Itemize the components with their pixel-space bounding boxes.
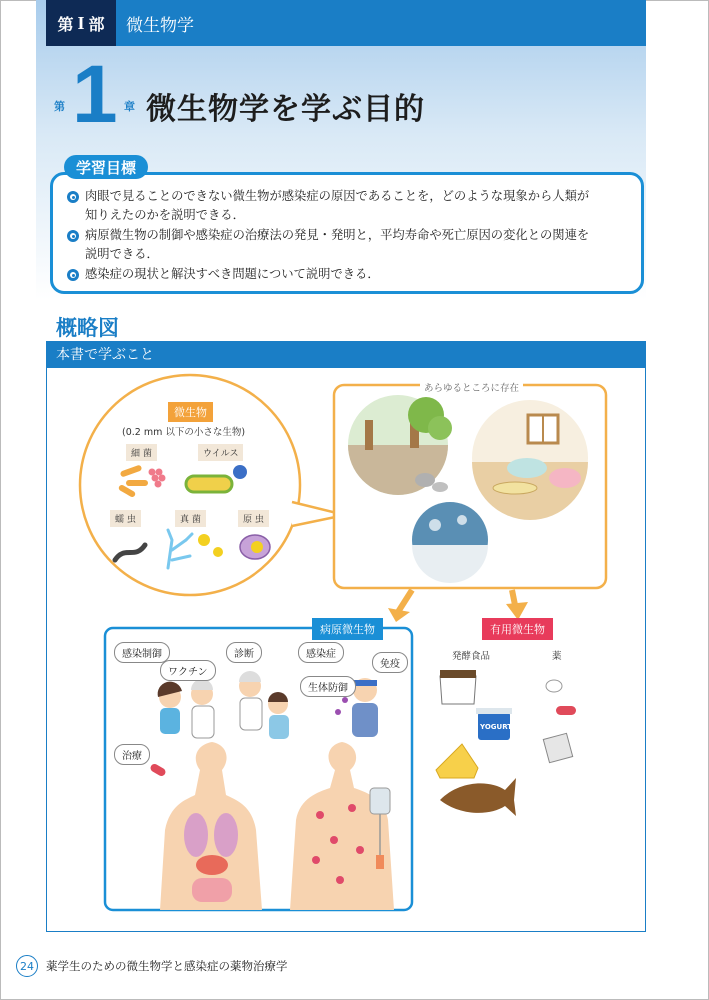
microbes-title: 微生物 (168, 402, 213, 422)
everywhere-label: あらゆるところに存在 (420, 380, 523, 394)
miso-icon (440, 670, 476, 704)
arrow-down-left-icon (398, 590, 412, 612)
beneficial-title: 有用微生物 (482, 618, 553, 640)
goal-text: 説明できる． (85, 247, 159, 261)
fermented-food-label: 発酵食品 (452, 651, 491, 662)
tablet-icon (546, 680, 562, 692)
page-number: 24 (16, 955, 38, 977)
protozoa-label: 原 虫 (238, 510, 269, 527)
host-defense-label: 生体防御 (300, 676, 356, 697)
powder-packet-icon (543, 733, 572, 762)
goal-text: 肉眼で見ることのできない微生物が感染症の原因であることを，どのような現象から人類が (85, 189, 590, 203)
goal-text: 病原微生物の制御や感染症の治療法の発見・発明と，平均寿命や死亡原因の変化との関連を (85, 228, 590, 242)
vaccine-label: ワクチン (160, 660, 216, 681)
microbes-size-note: (0.2 mm 以下の小さな生物) (122, 427, 246, 438)
treatment-label: 治療 (114, 744, 150, 765)
chapter-title: 微生物学を学ぶ目的 (146, 92, 425, 127)
capsule-pill-icon (556, 706, 576, 715)
water-scene-icon (412, 502, 488, 583)
bacteria-label: 細 菌 (126, 444, 157, 461)
overview-heading: 概略図 (56, 316, 119, 340)
part-title: 微生物学 (126, 15, 194, 36)
immunity-label: 免疫 (372, 652, 408, 673)
pathogenic-title: 病原微生物 (312, 618, 383, 640)
book-title: 薬学生のための微生物学と感染症の薬物治療学 (46, 959, 288, 973)
learning-goals-tab: 学習目標 (64, 155, 148, 179)
chapter-number: 1 (72, 49, 118, 140)
cheese-icon (436, 744, 478, 778)
goal-text: 知りえたのかを説明できる． (85, 208, 245, 222)
goal-text: 感染症の現状と解決すべき問題について説明できる． (85, 267, 380, 281)
chapter-prefix: 第 (54, 100, 65, 113)
part-prefix: 第 (57, 14, 74, 34)
part-roman: I (77, 12, 85, 33)
living-room-icon (472, 400, 588, 520)
helminth-label: 蠕 虫 (110, 510, 141, 527)
chapter-suffix: 章 (124, 100, 135, 113)
infection-control-label: 感染制御 (114, 642, 170, 663)
virus-label: ウイルス (198, 444, 243, 461)
diagnosis-label: 診断 (226, 642, 262, 663)
overview-bar: 本書で学ぶこと (46, 341, 646, 367)
dried-fish-icon (440, 778, 516, 816)
protozoa-icon (240, 535, 270, 559)
medicine-label: 薬 (552, 651, 562, 662)
part-suffix: 部 (88, 14, 105, 34)
fungi-label: 真 菌 (175, 510, 206, 527)
yogurt-label: YOGURT (480, 723, 513, 731)
infectious-disease-label: 感染症 (298, 642, 344, 663)
